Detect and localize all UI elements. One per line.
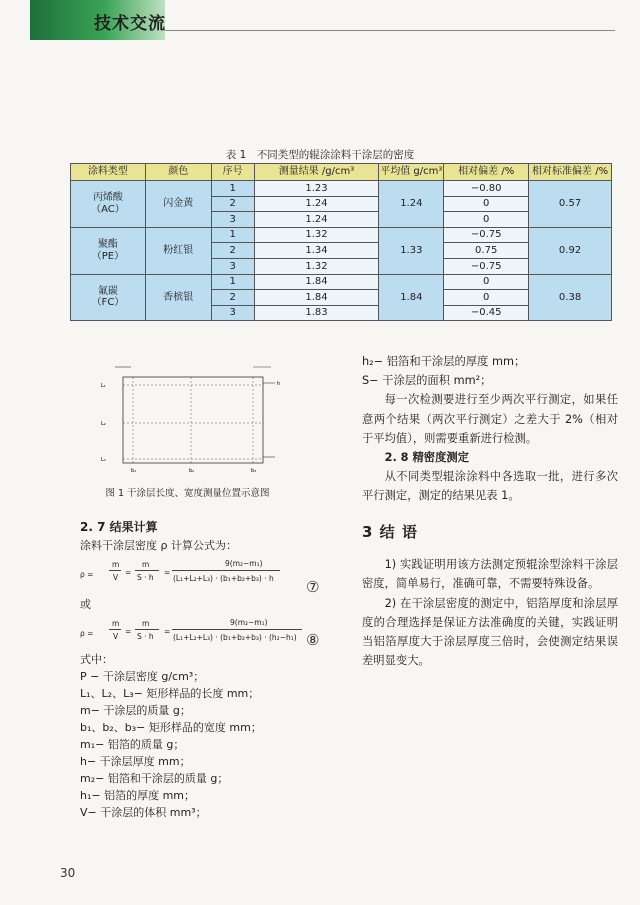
formula-intro: 涂料干涂层密度 ρ 计算公式为： <box>80 538 237 552</box>
color-cell: 香槟银 <box>145 274 211 321</box>
rsd-cell: 0.38 <box>529 274 612 321</box>
left-column <box>80 518 340 821</box>
type-cell: 氟碳 （FC） <box>71 274 146 321</box>
th-type: 涂料类型 <box>71 164 146 181</box>
dev-cell: −0.75 <box>444 258 529 274</box>
definition-line: h− 干涂层厚度 mm； <box>80 754 191 768</box>
label-b1: b₁ <box>131 468 137 474</box>
equation-number: ⑦ <box>306 577 320 596</box>
label-l1: L₁ <box>101 383 106 389</box>
result-cell: 1.84 <box>254 274 379 290</box>
index-cell: 3 <box>211 212 254 228</box>
result-cell: 1.34 <box>254 243 379 259</box>
result-cell: 1.24 <box>254 212 379 228</box>
definition-line: m₁− 铝箔的质量 g； <box>80 737 185 751</box>
page-number: 30 <box>60 866 76 880</box>
conclusion-heading: 3 结 语 <box>362 522 418 541</box>
avg-cell: 1.24 <box>379 181 444 228</box>
density-table <box>70 163 612 321</box>
label-h: h <box>277 381 281 387</box>
paragraph: 1) 实践证明用该方法测定预辊涂型涂料干涂层密度，简单易行，准确可靠，不需要特殊设备。 <box>362 558 618 591</box>
definition-line: V− 干涂层的体积 mm³； <box>80 806 207 820</box>
avg-cell: 1.84 <box>379 274 444 321</box>
th-rsd: 相对标准偏差 /% <box>529 164 612 181</box>
dev-cell: 0 <box>444 212 529 228</box>
table-row <box>71 274 612 290</box>
index-cell: 2 <box>211 290 254 306</box>
dev-cell: 0.75 <box>444 243 529 259</box>
header-rule <box>165 30 615 31</box>
rsd-cell: 0.92 <box>529 227 612 274</box>
th-rel-dev: 相对偏差 /% <box>444 164 529 181</box>
index-cell: 1 <box>211 274 254 290</box>
journal-header <box>30 0 615 40</box>
dev-cell: −0.80 <box>444 181 529 197</box>
result-cell: 1.84 <box>254 290 379 306</box>
color-cell: 粉红银 <box>145 227 211 274</box>
result-cell: 1.83 <box>254 305 379 321</box>
dev-cell: −0.45 <box>444 305 529 321</box>
or-text: 或 <box>80 597 91 611</box>
type-cell: 聚酯 （PE） <box>71 227 146 274</box>
th-result: 测量结果 /g/cm³ <box>254 164 379 181</box>
definition-line: b₁、b₂、b₃− 矩形样品的宽度 mm； <box>80 720 262 734</box>
right-column <box>362 352 618 670</box>
paragraph: 2) 在干涂层密度的测定中，铝箔厚度和涂层厚度的合理选择是保证方法准确度的关键，实践证明当铝箔厚度大于涂层厚度三倍时，会使测定结果误差明显变大。 <box>362 596 618 668</box>
where-label: 式中： <box>80 652 113 666</box>
section-title: 技术交流 <box>94 14 166 34</box>
index-cell: 3 <box>211 305 254 321</box>
label-b3: b₃ <box>251 468 257 474</box>
subsection-heading: 2. 8 精密度测定 <box>384 451 469 465</box>
table-caption: 表 1 不同类型的辊涂涂料干涂层的密度 <box>225 149 415 161</box>
th-index: 序号 <box>211 164 254 181</box>
index-cell: 1 <box>211 181 254 197</box>
index-cell: 1 <box>211 227 254 243</box>
label-b2: b₂ <box>189 468 195 474</box>
label-l3: L₃ <box>101 457 106 463</box>
section-heading: 2. 7 结果计算 <box>80 520 158 534</box>
result-cell: 1.32 <box>254 227 379 243</box>
paragraph: 每一次检测要进行至少两次平行测定，如果任意两个结果（两次平行测定）之差大于 2%（相对于平均值），则需要重新进行检测。 <box>362 393 618 445</box>
equation-number: ⑧ <box>306 630 320 649</box>
definition-line: m− 干涂层的质量 g； <box>80 703 191 717</box>
color-cell: 闪金黄 <box>145 181 211 228</box>
table-row <box>71 181 612 197</box>
table-header-row <box>71 164 612 181</box>
formula-8: ρ = m V = m S · h = 9(m₂−m₁) (L₁+L₂+L₃) · (b₁+b₂+b₃) · (h₂−h₁) ⑧ <box>80 613 340 651</box>
figure-caption: 图 1 干涂层长度、宽度测量位置示意图 <box>105 488 270 499</box>
rsd-cell: 0.57 <box>529 181 612 228</box>
label-l2: L₂ <box>101 421 106 427</box>
definition-line: L₁、L₂、L₃− 矩形样品的长度 mm； <box>80 686 260 700</box>
index-cell: 3 <box>211 258 254 274</box>
definition-line: P − 干涂层密度 g/cm³； <box>80 669 205 683</box>
result-cell: 1.23 <box>254 181 379 197</box>
paragraph: 从不同类型辊涂涂料中各选取一批，进行多次平行测定，测定的结果见表 1。 <box>362 470 618 503</box>
definition-line: S− 干涂层的面积 mm²； <box>362 374 492 388</box>
dev-cell: 0 <box>444 290 529 306</box>
dev-cell: −0.75 <box>444 227 529 243</box>
measurement-diagram <box>95 355 295 485</box>
dev-cell: 0 <box>444 274 529 290</box>
definition-line: m₂− 铝箔和干涂层的质量 g； <box>80 772 229 786</box>
sample-outline <box>123 377 263 463</box>
avg-cell: 1.33 <box>379 227 444 274</box>
result-cell: 1.32 <box>254 258 379 274</box>
dev-cell: 0 <box>444 196 529 212</box>
index-cell: 2 <box>211 243 254 259</box>
table-row <box>71 227 612 243</box>
index-cell: 2 <box>211 196 254 212</box>
definition-line: h₁− 铝箔的厚度 mm； <box>80 789 196 803</box>
result-cell: 1.24 <box>254 196 379 212</box>
definition-line: h₂− 铝箔和干涂层的厚度 mm； <box>362 355 526 368</box>
th-color: 颜色 <box>145 164 211 181</box>
type-cell: 丙烯酸 （AC） <box>71 181 146 228</box>
formula-7: ρ = m V = m S · h = 9(m₂−m₁) (L₁+L₂+L₃) · (b₁+b₂+b₃) · h ⑦ <box>80 554 340 592</box>
th-average: 平均值 g/cm³ <box>379 164 444 181</box>
